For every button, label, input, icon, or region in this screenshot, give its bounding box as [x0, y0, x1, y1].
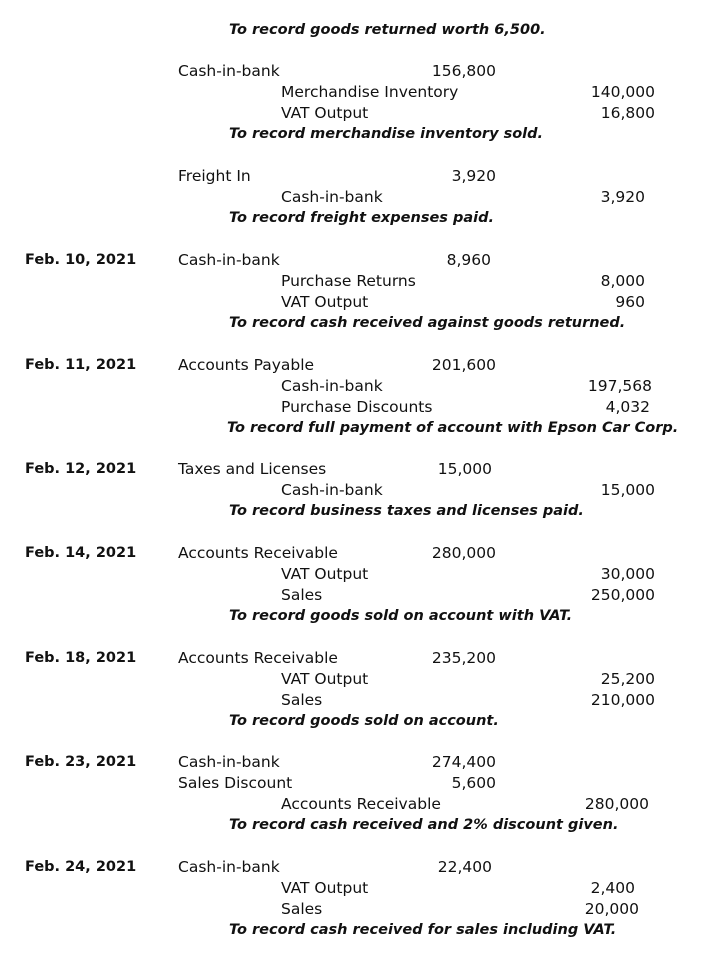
entry-date: Feb. 23, 2021 — [25, 754, 137, 770]
debit-amount: 274,400 — [431, 753, 496, 771]
entry-note: To record goods sold on account with VAT. — [229, 608, 573, 624]
entry-date: Feb. 18, 2021 — [25, 650, 137, 666]
credit-amount: 8,000 — [600, 272, 645, 290]
entry-date: Feb. 24, 2021 — [25, 859, 137, 875]
credit-account: Cash-in-bank — [281, 481, 383, 499]
credit-account: VAT Output — [281, 293, 369, 311]
entry-note: To record business taxes and licenses paid. — [229, 503, 584, 519]
debit-account: Cash-in-bank — [178, 251, 280, 269]
debit-amount: 3,920 — [451, 167, 496, 185]
header-note: To record goods returned worth 6,500. — [229, 22, 546, 38]
credit-account: VAT Output — [281, 565, 369, 583]
credit-amount: 25,200 — [600, 670, 655, 688]
debit-amount: 22,400 — [437, 858, 492, 876]
debit-account: Accounts Receivable — [178, 544, 338, 562]
credit-amount: 4,032 — [605, 398, 650, 416]
credit-amount: 280,000 — [584, 795, 649, 813]
credit-amount: 140,000 — [590, 83, 655, 101]
credit-amount: 250,000 — [590, 586, 655, 604]
credit-account: Sales — [281, 900, 323, 918]
credit-account: Merchandise Inventory — [281, 83, 459, 101]
credit-account: Cash-in-bank — [281, 188, 383, 206]
debit-account: Sales Discount — [178, 774, 293, 792]
entry-note: To record cash received for sales including VAT. — [229, 922, 617, 938]
debit-account: Cash-in-bank — [178, 753, 280, 771]
credit-account: Sales — [281, 586, 323, 604]
entry-note: To record goods sold on account. — [229, 713, 499, 729]
credit-account: VAT Output — [281, 104, 369, 122]
entry-date: Feb. 14, 2021 — [25, 545, 137, 561]
credit-amount: 210,000 — [590, 691, 655, 709]
credit-amount: 960 — [615, 293, 645, 311]
entry-note: To record cash received and 2% discount given. — [229, 817, 619, 833]
debit-account: Cash-in-bank — [178, 62, 280, 80]
credit-account: VAT Output — [281, 879, 369, 897]
credit-amount: 15,000 — [600, 481, 655, 499]
entry-note: To record merchandise inventory sold. — [229, 126, 544, 142]
entry-date: Feb. 11, 2021 — [25, 357, 137, 373]
debit-account: Cash-in-bank — [178, 858, 280, 876]
credit-amount: 197,568 — [587, 377, 652, 395]
entry-date: Feb. 12, 2021 — [25, 461, 137, 477]
debit-amount: 235,200 — [431, 649, 496, 667]
debit-account: Taxes and Licenses — [178, 460, 327, 478]
credit-amount: 2,400 — [590, 879, 635, 897]
entry-note: To record full payment of account with Epson Car Corp. — [227, 420, 679, 436]
entry-date: Feb. 10, 2021 — [25, 252, 137, 268]
entry-note: To record freight expenses paid. — [229, 210, 494, 226]
debit-account: Accounts Receivable — [178, 649, 338, 667]
credit-account: Cash-in-bank — [281, 377, 383, 395]
credit-account: Purchase Returns — [281, 272, 416, 290]
debit-account: Accounts Payable — [178, 356, 315, 374]
debit-amount: 156,800 — [431, 62, 496, 80]
credit-account: Purchase Discounts — [281, 398, 433, 416]
credit-amount: 30,000 — [600, 565, 655, 583]
debit-amount: 201,600 — [431, 356, 496, 374]
debit-amount: 8,960 — [446, 251, 491, 269]
debit-amount: 5,600 — [451, 774, 496, 792]
entry-note: To record cash received against goods returned. — [229, 315, 626, 331]
credit-account: Sales — [281, 691, 323, 709]
debit-account: Freight In — [178, 167, 251, 185]
credit-account: Accounts Receivable — [281, 795, 441, 813]
debit-amount: 280,000 — [431, 544, 496, 562]
credit-amount: 16,800 — [600, 104, 655, 122]
credit-amount: 20,000 — [584, 900, 639, 918]
credit-amount: 3,920 — [600, 188, 645, 206]
debit-amount: 15,000 — [437, 460, 492, 478]
credit-account: VAT Output — [281, 670, 369, 688]
